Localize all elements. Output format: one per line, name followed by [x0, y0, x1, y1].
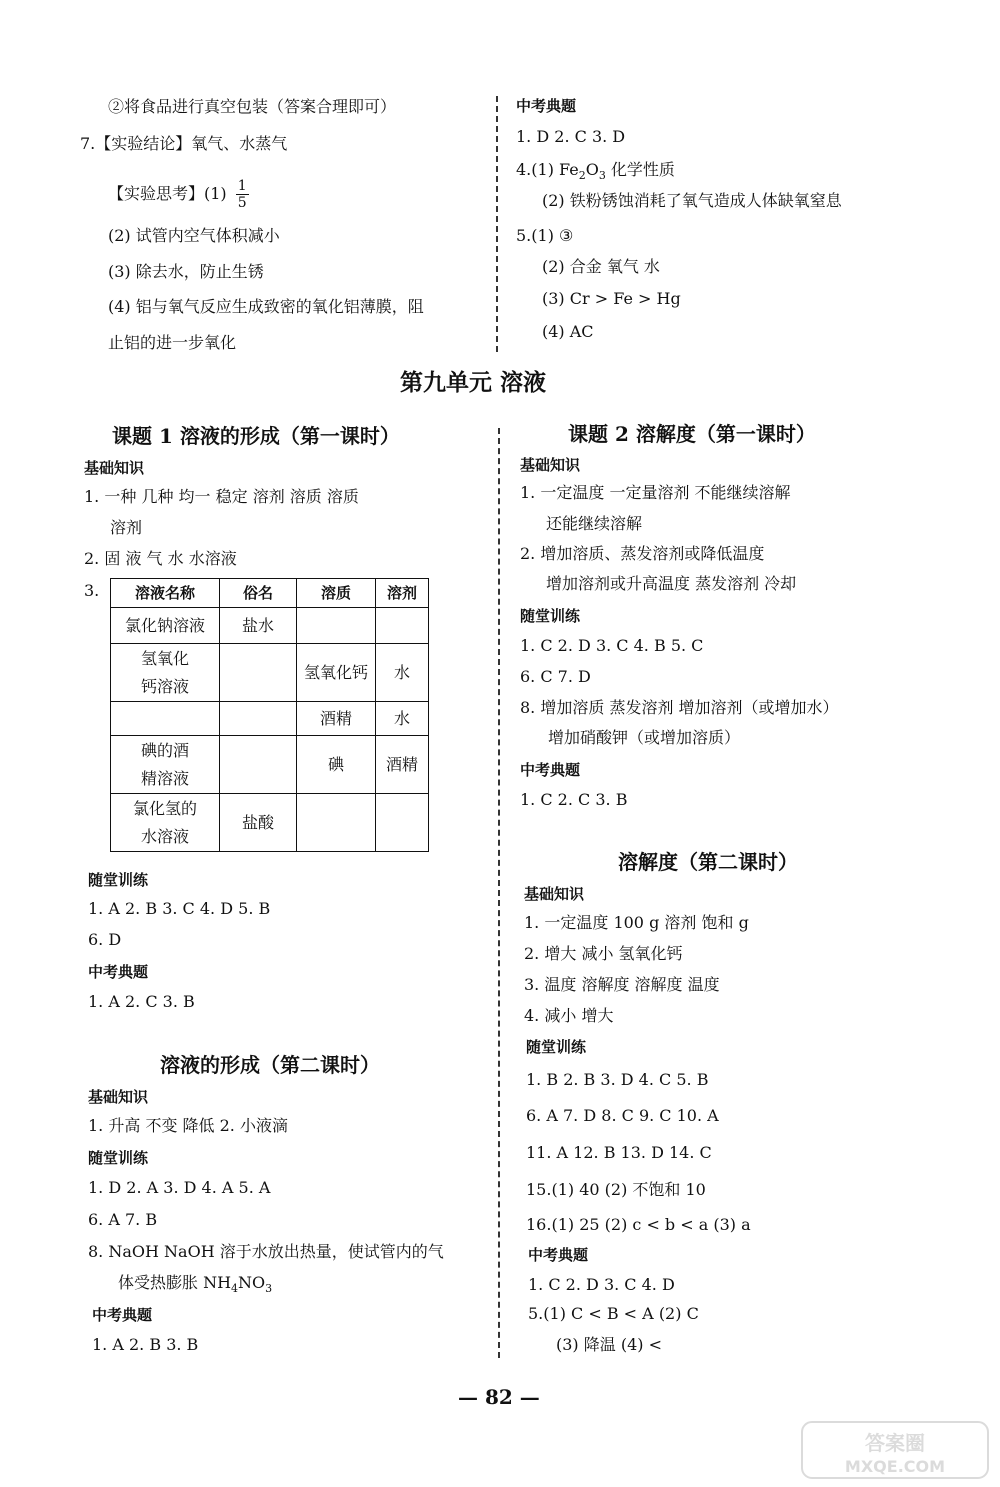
- column-divider: [496, 96, 498, 352]
- answer-line: 16.(1) 25 (2) c < b < a (3) a: [526, 1215, 751, 1234]
- answer-line: 2. 增大 减小 氢氧化钙: [524, 944, 683, 963]
- table-cell: [297, 608, 376, 644]
- section-heading: 中考典题: [520, 761, 581, 779]
- section-heading: 随堂训练: [526, 1038, 587, 1056]
- answer-line: (3) Cr > Fe > Hg: [542, 289, 681, 308]
- answer-line: 还能继续溶解: [546, 514, 643, 533]
- fraction: $\frac{1}{5}$: [237, 178, 247, 211]
- section-heading: 基础知识: [88, 1088, 149, 1106]
- watermark-logo: [800, 1420, 990, 1480]
- table-row: [111, 794, 429, 852]
- answer-line: (3) 降温 (4) <: [556, 1335, 662, 1354]
- answer-line: 体受热膨胀 $NH_4NO_3$: [118, 1273, 273, 1296]
- table-row: [111, 644, 429, 702]
- answer-line: 8. NaOH NaOH 溶于水放出热量，使试管内的气: [88, 1242, 444, 1261]
- answer-line: 溶剂: [110, 518, 143, 537]
- answer-line: 增加硝酸钾（或增加溶质）: [548, 728, 741, 747]
- table-header: 溶剂: [376, 579, 429, 608]
- answer-line: 6. C 7. D: [520, 667, 591, 686]
- section-heading: 基础知识: [520, 456, 581, 474]
- section-heading: 基础知识: [524, 885, 585, 903]
- answer-line: 2. 增加溶质、蒸发溶剂或降低温度: [520, 544, 765, 563]
- answer-line: 1. A 2. B 3. B: [92, 1335, 199, 1354]
- answer-line: 1. D 2. A 3. D 4. A 5. A: [88, 1178, 271, 1197]
- table-row: [111, 702, 429, 736]
- page-number: — 82 —: [458, 1385, 540, 1409]
- answer-line: [108, 178, 249, 211]
- table-cell: [111, 702, 220, 736]
- answer-line: (4) 铝与氧气反应生成致密的氧化铝薄膜，阻: [108, 297, 424, 316]
- table-header: 溶质: [297, 579, 376, 608]
- table-cell: [376, 794, 429, 852]
- answer-line: 5.(1) C < B < A (2) C: [528, 1304, 699, 1323]
- table-cell: 氯化氢的 水溶液: [111, 794, 220, 852]
- answer-line: 6. D: [88, 930, 122, 949]
- table-cell: 碘的酒 精溶液: [111, 736, 220, 794]
- lesson-title: 课题 2 溶解度（第一课时）: [568, 422, 816, 446]
- answer-line: (4) AC: [542, 322, 594, 341]
- answer-line: 11. A 12. B 13. D 14. C: [526, 1143, 712, 1162]
- section-heading: 基础知识: [84, 459, 145, 477]
- table-cell: [220, 702, 297, 736]
- answer-line: 1. C 2. C 3. B: [520, 790, 628, 809]
- table-cell: 氯化钠溶液: [111, 608, 220, 644]
- answer-line: 8. 增加溶质 蒸发溶剂 增加溶剂（或增加水）: [520, 698, 839, 717]
- answer-line: 1. 升高 不变 降低 2. 小液滴: [88, 1116, 288, 1135]
- answer-line: 2. 固 液 气 水 水溶液: [84, 549, 237, 568]
- answer-line: 1. 一定温度 100 g 溶剂 饱和 g: [524, 913, 749, 932]
- answer-line: 4.(1) $Fe_2O_3$ 化学性质: [516, 160, 675, 183]
- table-cell: 碘: [297, 736, 376, 794]
- answer-line: 1. C 2. D 3. C 4. D: [528, 1275, 675, 1294]
- answer-line: 6. A 7. B: [88, 1210, 158, 1229]
- answer-line: 1. B 2. B 3. D 4. C 5. B: [526, 1070, 709, 1089]
- answer-line: 增加溶剂或升高温度 蒸发溶剂 冷却: [546, 574, 797, 593]
- table-row: [111, 608, 429, 644]
- column-divider: [498, 428, 500, 1358]
- answer-text: 【实验思考】(1): [108, 184, 227, 203]
- table-cell: [220, 736, 297, 794]
- section-heading: 中考典题: [88, 963, 149, 981]
- table-header: 溶液名称: [111, 579, 220, 608]
- section-heading: 随堂训练: [88, 871, 149, 889]
- table-cell: [297, 794, 376, 852]
- answer-line: 3.: [84, 581, 100, 600]
- answer-line: 1. 一种 几种 均一 稳定 溶剂 溶质 溶质: [84, 487, 359, 506]
- table-row: [111, 736, 429, 794]
- answer-line: (2) 合金 氧气 水: [542, 257, 660, 276]
- answer-line: 1. A 2. B 3. C 4. D 5. B: [88, 899, 271, 918]
- lesson-title: 溶解度（第二课时）: [618, 850, 798, 874]
- section-heading: 随堂训练: [520, 607, 581, 625]
- answer-line: 3. 温度 溶解度 溶解度 温度: [524, 975, 720, 994]
- lesson-title: 课题 1 溶液的形成（第一课时）: [112, 424, 400, 448]
- table-cell: 酒精: [376, 736, 429, 794]
- table-cell: 水: [376, 644, 429, 702]
- section-heading: 中考典题: [92, 1306, 153, 1324]
- answer-line: 止铝的进一步氧化: [108, 333, 237, 352]
- table-cell: [220, 644, 297, 702]
- table-cell: 盐酸: [220, 794, 297, 852]
- answer-line: 15.(1) 40 (2) 不饱和 10: [526, 1180, 706, 1199]
- table-header: 俗名: [220, 579, 297, 608]
- answer-line: (3) 除去水，防止生锈: [108, 262, 264, 281]
- svg-text:答案圈: 答案圈: [865, 1431, 925, 1455]
- lesson-title: 溶液的形成（第二课时）: [160, 1053, 380, 1077]
- answer-line: (2) 试管内空气体积减小: [108, 226, 280, 245]
- answer-line: 1. A 2. C 3. B: [88, 992, 195, 1011]
- unit-title: 第九单元 溶液: [400, 369, 547, 396]
- table-cell: 水: [376, 702, 429, 736]
- table-cell: 酒精: [297, 702, 376, 736]
- watermark-icon: [800, 1420, 990, 1480]
- answer-line: 6. A 7. D 8. C 9. C 10. A: [526, 1106, 719, 1125]
- table-cell: [376, 608, 429, 644]
- solution-table: [110, 578, 429, 852]
- answer-line: 1. C 2. D 3. C 4. B 5. C: [520, 636, 704, 655]
- section-heading: 随堂训练: [88, 1149, 149, 1167]
- answer-line: (2) 铁粉锈蚀消耗了氧气造成人体缺氧窒息: [542, 191, 842, 210]
- answer-line: 1. 一定温度 一定量溶剂 不能继续溶解: [520, 483, 791, 502]
- section-heading: 中考典题: [528, 1246, 589, 1264]
- table-cell: 氢氧化 钙溶液: [111, 644, 220, 702]
- table-cell: 氢氧化钙: [297, 644, 376, 702]
- answer-line: ②将食品进行真空包装（答案合理即可）: [108, 97, 397, 116]
- answer-line: 7.【实验结论】氧气、水蒸气: [80, 134, 288, 153]
- answer-line: 5.(1) ③: [516, 226, 574, 245]
- svg-text:MXQE.COM: MXQE.COM: [844, 1457, 946, 1476]
- section-heading: 中考典题: [516, 97, 577, 115]
- answer-line: 4. 减小 增大: [524, 1006, 614, 1025]
- answer-line: 1. D 2. C 3. D: [516, 127, 626, 146]
- table-cell: 盐水: [220, 608, 297, 644]
